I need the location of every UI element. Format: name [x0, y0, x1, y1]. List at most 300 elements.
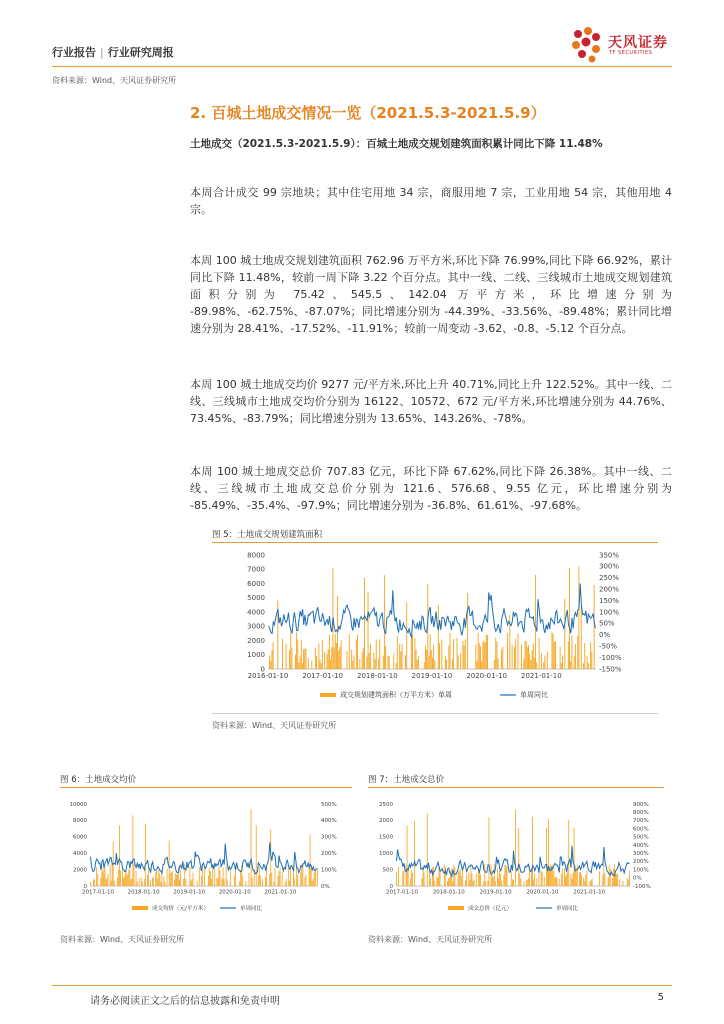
bar	[519, 874, 520, 886]
bar	[579, 872, 580, 886]
bar	[562, 655, 563, 669]
x-tick-label: 2018-01-10	[432, 889, 465, 896]
bar	[167, 869, 168, 886]
bar	[570, 661, 571, 669]
bar	[533, 880, 534, 886]
bar	[297, 639, 298, 669]
bar	[452, 659, 453, 669]
bar	[485, 642, 486, 669]
bar	[131, 879, 132, 886]
bar	[564, 599, 565, 669]
bar	[273, 642, 274, 669]
bar	[453, 639, 454, 669]
bar	[507, 633, 508, 669]
report-category: 行业报告	[52, 46, 96, 59]
bar	[280, 868, 281, 886]
bar	[530, 660, 531, 669]
bar	[111, 881, 112, 886]
bar	[492, 875, 493, 886]
bar	[554, 877, 555, 886]
bar	[256, 825, 257, 886]
bar	[273, 882, 274, 886]
bar	[434, 660, 435, 669]
bar	[453, 865, 454, 886]
bar	[518, 634, 519, 669]
bar	[507, 867, 508, 886]
bar	[305, 877, 306, 886]
bar	[176, 874, 177, 886]
y2-tick-label: 700%	[633, 818, 649, 825]
bar	[389, 656, 390, 669]
bar	[450, 633, 451, 669]
y-tick-label: 0	[389, 883, 393, 890]
x-tick-label: 2016-01-10	[247, 672, 289, 680]
y2-tick-label: 150%	[599, 596, 620, 605]
bar	[346, 651, 347, 669]
bar	[501, 650, 502, 669]
fig6-caption-rule	[60, 787, 352, 788]
line-series	[397, 846, 630, 877]
section-subtitle: 土地成交（2021.5.3-2021.5.9）：百城土地成交规划建筑面积累计同比下降 11.48%	[190, 138, 603, 150]
bar	[180, 870, 181, 886]
bar	[615, 874, 616, 886]
bar	[296, 632, 297, 669]
y2-tick-label: 200%	[599, 585, 620, 594]
bar	[494, 659, 495, 669]
bar	[560, 647, 561, 669]
bar	[305, 648, 306, 669]
bar	[96, 867, 97, 886]
bar	[573, 873, 574, 886]
bar	[495, 881, 496, 886]
bar	[628, 880, 629, 886]
bar	[234, 876, 235, 886]
logo-petal-icon	[568, 26, 606, 66]
bar	[141, 877, 142, 886]
bar	[193, 873, 194, 886]
bar	[539, 638, 540, 669]
bar	[524, 881, 525, 886]
bar	[224, 879, 225, 886]
bar	[137, 882, 138, 886]
bar	[327, 654, 328, 669]
bar	[462, 641, 463, 669]
bar	[134, 864, 135, 886]
bar	[397, 636, 398, 669]
x-tick-label: 2017-01-10	[82, 889, 114, 896]
bar	[460, 653, 461, 669]
bar	[613, 869, 614, 886]
bar	[316, 656, 317, 669]
x-tick-label: 2017-01-10	[302, 672, 344, 680]
bar	[383, 656, 384, 669]
bar	[262, 879, 263, 886]
bar	[269, 656, 270, 669]
fig5-source: 资料来源：Wind、天风证券研究所	[212, 721, 337, 730]
bar	[569, 568, 570, 669]
bar	[551, 632, 552, 669]
bar	[487, 881, 488, 886]
bar	[555, 642, 556, 669]
bar	[430, 878, 431, 886]
bar	[362, 652, 363, 669]
bar	[164, 877, 165, 886]
bar	[449, 878, 450, 886]
bar	[204, 866, 205, 886]
bar	[417, 660, 418, 669]
bar	[317, 869, 318, 886]
fig7-source: 资料来源：Wind、天风证券研究所	[368, 935, 493, 944]
bar	[366, 657, 367, 669]
bar	[448, 645, 449, 669]
bar	[612, 878, 613, 886]
bar	[379, 639, 380, 669]
y-tick-label: 8000	[247, 551, 265, 560]
legend-swatch-bars	[132, 906, 148, 910]
bar	[541, 653, 542, 669]
bar	[103, 869, 104, 886]
bar	[501, 881, 502, 886]
x-tick-label: 2019-01-10	[479, 889, 512, 896]
bar	[306, 874, 307, 886]
bar	[468, 872, 469, 886]
y2-tick-label: -100%	[633, 883, 651, 890]
bar	[458, 872, 459, 886]
bar	[561, 663, 562, 669]
bar	[525, 641, 526, 669]
section-title: 2. 百城土地成交情况一览（2021.5.3-2021.5.9）	[190, 104, 546, 122]
bar	[220, 870, 221, 886]
bar	[608, 877, 609, 886]
bar	[528, 645, 529, 669]
bar	[147, 875, 148, 886]
bar	[414, 638, 415, 669]
bar	[527, 647, 528, 669]
bar	[300, 872, 301, 886]
logo-name: 天风证券	[608, 35, 668, 51]
legend-label-bars: 成交均价（元/平方米）	[152, 906, 209, 912]
bar	[412, 873, 413, 886]
footer-disclaimer: 请务必阅读正文之后的信息披露和免责申明	[90, 996, 280, 1007]
bar	[425, 646, 426, 669]
bar	[338, 651, 339, 669]
bar	[349, 634, 350, 669]
legend-swatch-bars	[320, 693, 336, 697]
bar	[478, 633, 479, 669]
bar	[496, 642, 497, 669]
bar	[321, 663, 322, 669]
bar	[112, 864, 113, 886]
bar	[308, 658, 309, 669]
y-tick-label: 2000	[247, 636, 265, 645]
paragraph-summary: 本周合计成交 99 宗地块；其中住宅用地 34 宗，商服用地 7 宗，工业用地 54 宗，其他用地 4 宗。	[190, 186, 672, 216]
bar	[199, 867, 200, 886]
bar	[580, 872, 581, 886]
bar	[324, 652, 325, 669]
y-tick-label: 4000	[73, 851, 87, 858]
bar	[222, 879, 223, 886]
logo-english-name: TF SECURITIES	[609, 50, 653, 56]
bar	[587, 656, 588, 669]
bar	[156, 871, 157, 886]
bar	[438, 605, 439, 669]
bar	[94, 880, 95, 886]
x-tick-label: 2019-01-10	[411, 672, 453, 680]
bar	[481, 661, 482, 669]
bar	[466, 874, 467, 886]
bar	[539, 873, 540, 886]
y-tick-label: 1000	[379, 851, 393, 858]
bar	[192, 879, 193, 886]
bar	[315, 869, 316, 886]
bar	[448, 879, 449, 886]
bar	[434, 881, 435, 886]
bar	[309, 866, 310, 886]
header-rule	[52, 66, 672, 67]
bar	[322, 640, 323, 669]
bar	[294, 878, 295, 886]
bar	[575, 644, 576, 669]
bar	[406, 602, 407, 669]
y-tick-label: 0	[260, 665, 265, 674]
bar	[201, 876, 202, 886]
y-tick-label: 0	[83, 883, 87, 890]
x-tick-label: 2020-01-10	[526, 889, 559, 896]
y2-tick-label: 300%	[321, 834, 337, 841]
bar	[373, 653, 374, 669]
bar	[441, 639, 442, 669]
bar	[291, 647, 292, 669]
bar	[272, 650, 273, 669]
bar	[515, 810, 516, 886]
bar	[553, 634, 554, 669]
fig7-chart	[368, 792, 664, 922]
bar	[480, 646, 481, 669]
bar	[447, 881, 448, 886]
bar	[298, 663, 299, 669]
bar	[410, 878, 411, 886]
bar	[465, 880, 466, 886]
legend-label-bars: 成交规划建筑面积（万平方米）单周	[340, 691, 452, 699]
bar	[282, 639, 283, 669]
bar	[174, 880, 175, 886]
report-header	[52, 44, 174, 60]
bar	[437, 878, 438, 886]
bar	[97, 874, 98, 886]
bar	[110, 865, 111, 886]
bar	[270, 661, 271, 669]
bar	[444, 865, 445, 886]
bar	[354, 655, 355, 669]
bar	[368, 592, 369, 669]
y2-tick-label: 100%	[599, 608, 620, 617]
bar	[399, 644, 400, 669]
x-tick-label: 2020-01-10	[218, 889, 251, 896]
bar	[498, 658, 499, 669]
y2-tick-label: 100%	[633, 867, 649, 874]
bar	[617, 874, 618, 886]
bar	[142, 881, 143, 886]
bar	[336, 643, 337, 669]
bar	[458, 655, 459, 669]
bar	[590, 642, 591, 669]
bar	[464, 645, 465, 669]
y2-tick-label: 50%	[599, 619, 615, 628]
bar	[295, 655, 296, 669]
bar	[107, 878, 108, 886]
bar	[494, 864, 495, 886]
y2-tick-label: 100%	[321, 867, 337, 874]
bar	[396, 663, 397, 669]
bar	[475, 644, 476, 669]
bar	[541, 871, 542, 886]
bar	[609, 865, 610, 886]
bar	[252, 878, 253, 886]
bar	[424, 662, 425, 669]
bar	[126, 873, 127, 886]
bar	[223, 868, 224, 886]
y2-tick-label: 400%	[633, 842, 649, 849]
bar	[242, 876, 243, 886]
company-logo	[568, 26, 678, 66]
y-tick-label: 2500	[379, 801, 393, 808]
bar	[568, 820, 569, 886]
bar	[363, 648, 364, 669]
bar	[515, 639, 516, 669]
legend-swatch-bars	[448, 906, 464, 910]
bar	[586, 870, 587, 886]
bar	[145, 824, 146, 886]
bar	[216, 878, 217, 886]
bar	[534, 658, 535, 669]
bar	[278, 876, 279, 886]
bar	[402, 644, 403, 669]
bar	[106, 879, 107, 886]
bar	[526, 641, 527, 669]
bar	[150, 880, 151, 886]
bar	[491, 864, 492, 886]
bar	[427, 813, 428, 886]
bar	[428, 656, 429, 669]
bar	[102, 872, 103, 886]
bar	[465, 639, 466, 669]
y-tick-label: 3000	[247, 622, 265, 631]
bar	[439, 643, 440, 669]
y-tick-label: 500	[382, 867, 393, 874]
bar	[310, 835, 311, 886]
bar	[486, 634, 487, 669]
bar	[315, 648, 316, 669]
bar	[157, 879, 158, 886]
bar	[209, 868, 210, 886]
bar	[553, 871, 554, 886]
bar	[495, 638, 496, 669]
fig5-caption-rule	[212, 542, 658, 543]
report-series: 行业研究周报	[107, 46, 174, 59]
bar	[585, 875, 586, 886]
bar	[136, 871, 137, 886]
y2-tick-label: 900%	[633, 801, 649, 808]
y2-tick-label: 300%	[633, 851, 649, 858]
bar	[211, 879, 212, 886]
bar	[473, 881, 474, 886]
bar	[331, 647, 332, 669]
bar	[396, 872, 397, 886]
bar	[599, 871, 600, 886]
bar	[506, 865, 507, 886]
bar	[511, 871, 512, 886]
bar	[594, 585, 595, 669]
y2-tick-label: 400%	[321, 818, 337, 825]
y-tick-label: 5000	[247, 594, 265, 603]
bar	[485, 881, 486, 886]
y-tick-label: 6000	[73, 834, 87, 841]
bar	[286, 644, 287, 669]
bar	[521, 645, 522, 669]
legend-label-line: 单周同比	[520, 691, 548, 699]
bar	[290, 633, 291, 669]
bar	[400, 651, 401, 669]
bar	[226, 865, 227, 886]
bar	[245, 881, 246, 886]
bar	[158, 870, 159, 886]
bar	[393, 654, 394, 669]
y2-tick-label: 0%	[599, 631, 611, 640]
bar	[487, 635, 488, 669]
paragraph-area: 本周 100 城土地成交规划建筑面积 762.96 万平方米,环比下降 76.99%,同比下降 66.92%，累计同比下降 11.48%，较前一周下降 3.22 个百分点。其中一线、二线、三线城市土地成交规划建筑面积分别为 75.42、545.5、142.04 万平方米，环比增速分别为 -89.98%、-62.75%、-87.07%；同比增速分别为 -44.39%、-33.56%、-89.48%；累计同比增速分别为 28.41%、-17.52%、-11.91%；较前一周变动 -3.62、-0.8、-5.12 个百分点。	[190, 254, 672, 335]
y2-tick-label: 350%	[599, 551, 620, 560]
bar	[341, 640, 342, 669]
bar	[155, 872, 156, 886]
bar	[568, 641, 569, 669]
bar	[452, 881, 453, 886]
bar	[544, 877, 545, 886]
bar	[303, 649, 304, 669]
bar	[583, 878, 584, 886]
bar	[535, 575, 536, 669]
bar	[359, 659, 360, 669]
bar	[616, 874, 617, 886]
y2-tick-label: 500%	[321, 801, 337, 808]
bar	[285, 882, 286, 886]
bar	[300, 656, 301, 669]
bar	[208, 876, 209, 886]
bar	[334, 647, 335, 669]
y2-tick-label: 300%	[599, 562, 620, 571]
bar	[426, 650, 427, 669]
bar	[623, 881, 624, 886]
bar	[564, 868, 565, 886]
bar	[286, 879, 287, 886]
bar	[357, 635, 358, 669]
bar	[502, 647, 503, 669]
bar	[265, 877, 266, 886]
bar	[610, 869, 611, 886]
bar	[416, 650, 417, 669]
bar	[197, 881, 198, 886]
bar	[210, 871, 211, 886]
bar	[312, 881, 313, 886]
bar	[183, 879, 184, 886]
bar	[430, 634, 431, 669]
bar	[119, 825, 120, 886]
bar	[329, 634, 330, 669]
y-tick-label: 1500	[379, 834, 393, 841]
bar	[484, 641, 485, 669]
bar	[476, 874, 477, 886]
bar	[128, 870, 129, 886]
bar	[583, 663, 584, 669]
